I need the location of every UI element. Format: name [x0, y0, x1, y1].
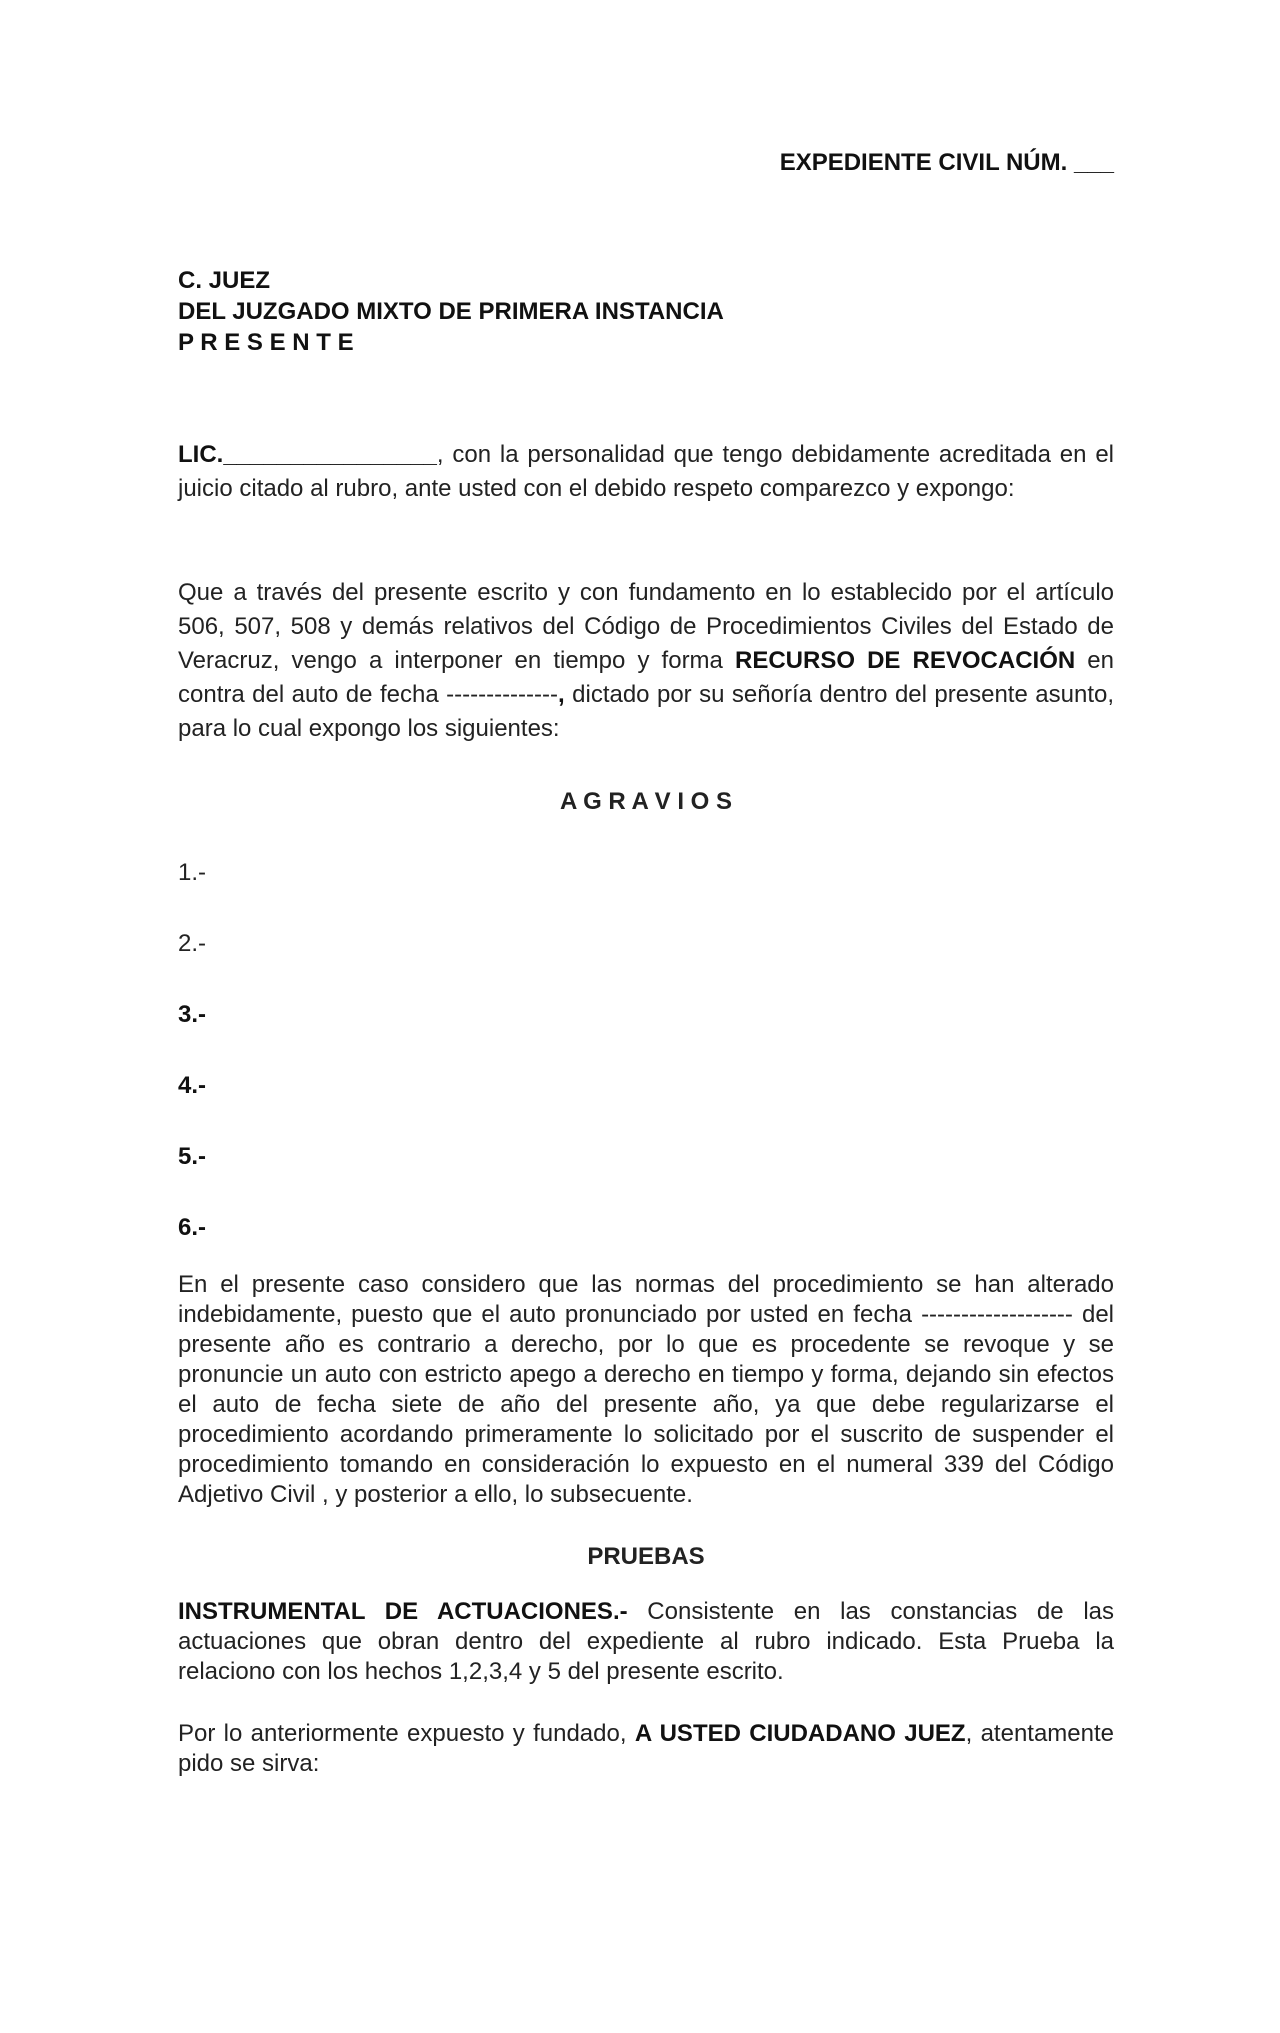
addressee-court: DEL JUZGADO MIXTO DE PRIMERA INSTANCIA: [178, 298, 724, 325]
intro-paragraph: [178, 438, 1114, 506]
instrumental-label: INSTRUMENTAL DE ACTUACIONES.-: [178, 1598, 628, 1625]
addressee-block: [178, 265, 724, 358]
agravios-heading: A G R A V I O S: [559, 788, 733, 815]
caso-paragraph: En el presente caso considero que las normas del procedimiento se han alterado indebidamente, puesto que el auto pronunciado por usted en fecha ------------------- del presente año es contrario a derecho, por lo que es procedente se revoque y se pronuncie un auto con estricto apego a derecho en tiempo y forma, dejando sin efectos el auto de fecha siete de año del presente año, ya que debe regularizarse el procedimiento acordando primeramente lo solicitado por el suscrito de suspender el procedimiento tomando en consideración lo expuesto en el numeral 339 del Código Adjetivo Civil , y posterior a ello, lo subsecuente.: [178, 1271, 1114, 1508]
fundamento-text-1: Que a través del presente escrito y con fundamento en lo establecido por el artículo 506, 507, 508 y demás relativos del Código de Procedimientos Civiles del Estado de Veracruz, vengo a interponer en tiempo y forma: [178, 579, 1114, 674]
instrumental-paragraph: [178, 1597, 1114, 1687]
recurso-revocacion: RECURSO DE REVOCACIÓN: [734, 647, 1076, 674]
agravio-item-2: 2.-: [178, 930, 207, 957]
fundamento-paragraph: [178, 576, 1114, 746]
intro-text: , con la personalidad que tengo debidamente acreditada en el juicio citado al rubro, ante usted con el debido respeto comparezco y expongo:: [178, 441, 1114, 502]
agravio-item-3: 3.-: [178, 1001, 207, 1028]
addressee-judge: C. JUEZ: [178, 267, 271, 294]
closing-addressee: A USTED CIUDADANO JUEZ: [634, 1720, 966, 1747]
closing-paragraph: [178, 1719, 1114, 1779]
fundamento-text-2: en contra del auto de fecha --------------: [178, 647, 1114, 708]
closing-text-1: Por lo anteriormente expuesto y fundado,: [178, 1720, 635, 1747]
agravio-item-4: 4.-: [178, 1072, 207, 1099]
closing-text-2: , atentamente pido se sirva:: [178, 1720, 1115, 1777]
agravio-item-1: 1.-: [178, 859, 207, 886]
agravio-item-5: 5.-: [178, 1143, 207, 1170]
expediente-number: EXPEDIENTE CIVIL NÚM. ___: [779, 149, 1114, 176]
lic-name-blank: LIC.________________: [178, 441, 437, 468]
pruebas-heading: PRUEBAS: [587, 1543, 705, 1570]
fundamento-comma: ,: [558, 681, 565, 708]
agravio-item-6: 6.-: [178, 1214, 207, 1241]
addressee-presente: P R E S E N T E: [178, 329, 354, 356]
instrumental-text: Consistente en las constancias de las actuaciones que obran dentro del expediente al rubro indicado. Esta Prueba la relaciono con los hechos 1,2,3,4 y 5 del presente escrito.: [178, 1598, 1114, 1685]
fundamento-text-3: dictado por su señoría dentro del presente asunto, para lo cual expongo los siguientes:: [178, 681, 1114, 742]
